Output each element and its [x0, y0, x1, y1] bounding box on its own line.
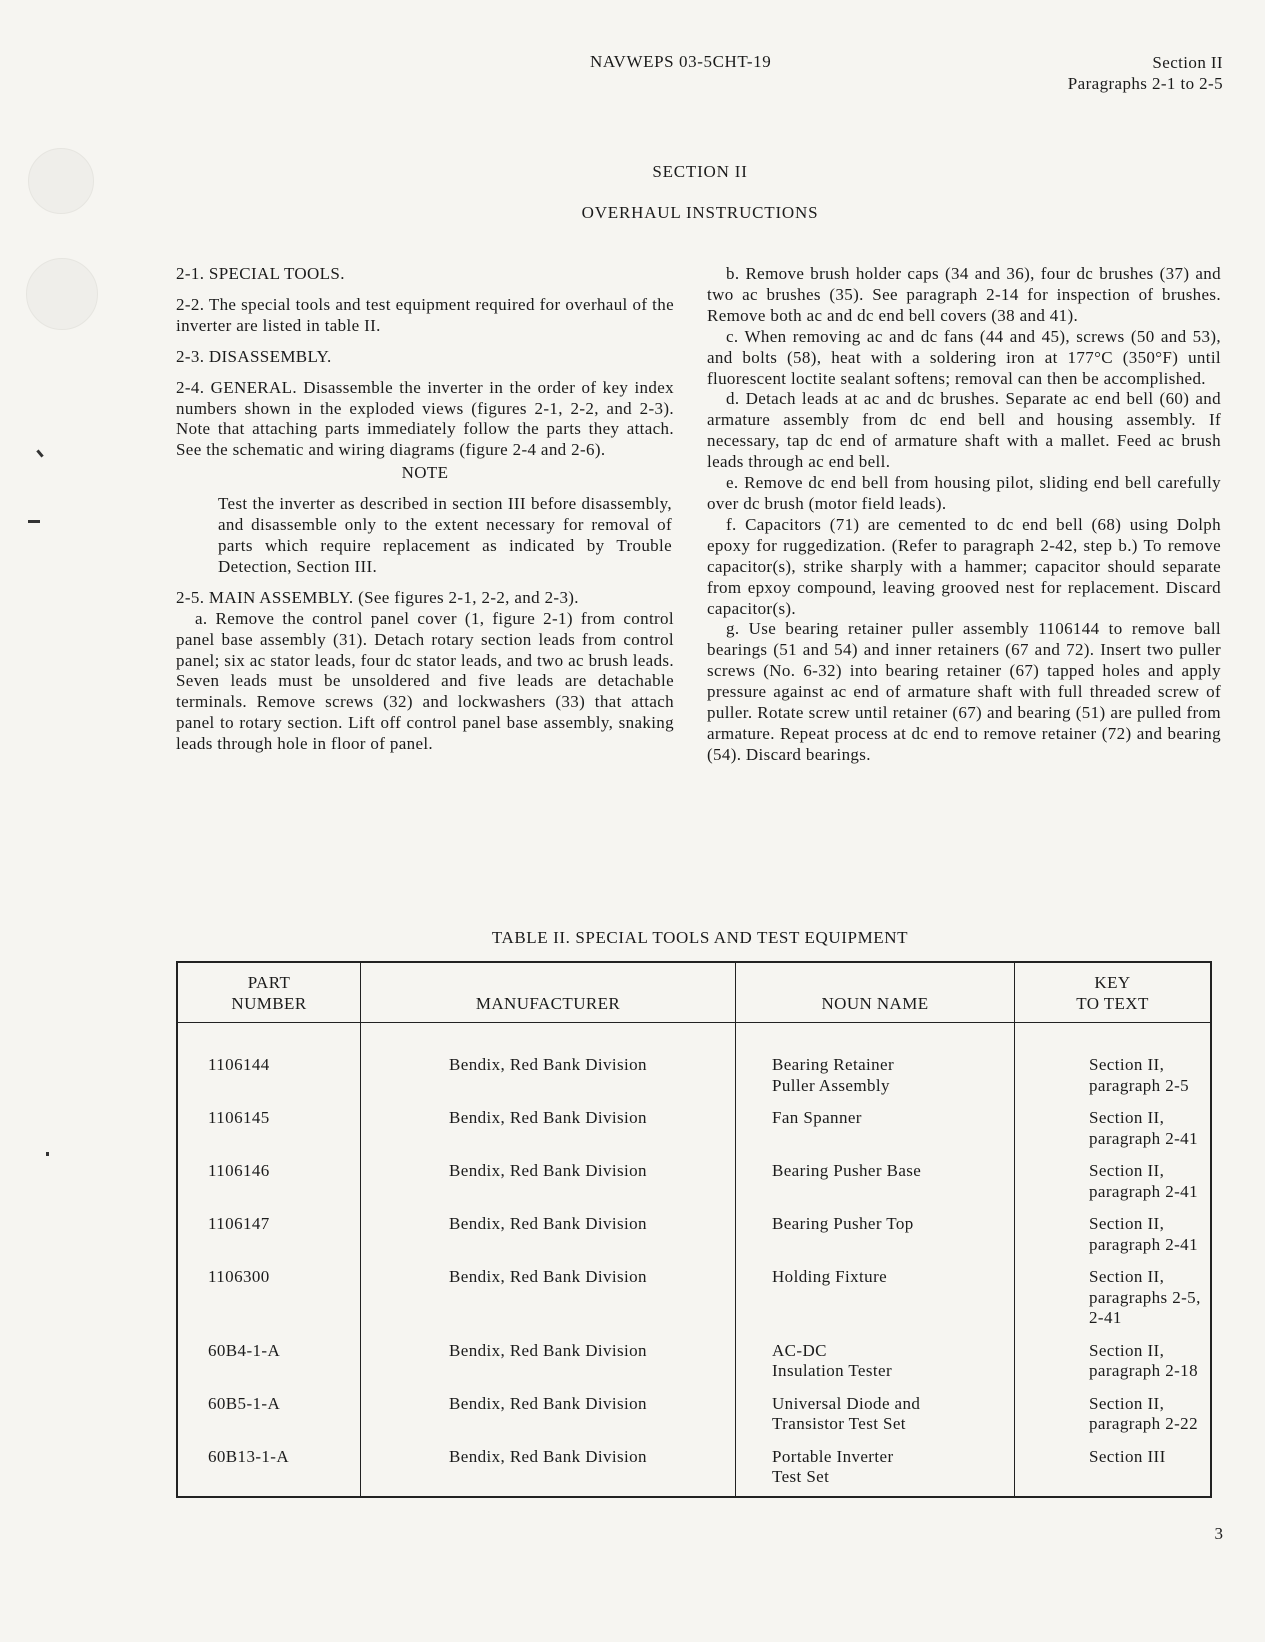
table-row [177, 1157, 1211, 1210]
cell-manufacturer: Bendix, Red Bank Division [361, 1023, 736, 1105]
scan-mark [36, 449, 43, 457]
header-noun-name: NOUN NAME [736, 962, 1015, 1023]
paragraph-2-5: 2-5. MAIN ASSEMBLY. (See figures 2-1, 2-2, and 2-3). [176, 587, 579, 607]
cell-manufacturer: Bendix, Red Bank Division [361, 1157, 736, 1210]
cell-manufacturer: Bendix, Red Bank Division [361, 1337, 736, 1390]
header-part-number: PART NUMBER [177, 962, 361, 1023]
cell-manufacturer: Bendix, Red Bank Division [361, 1104, 736, 1157]
cell-noun-name: Fan Spanner [736, 1104, 1015, 1157]
step-b: b. Remove brush holder caps (34 and 36), four dc brushes (37) and two ac brushes (35). See paragraph 2-14 for inspection of brushes. Remove both ac and dc end bell covers (38 and 41). [707, 264, 1221, 325]
cell-manufacturer: Bendix, Red Bank Division [361, 1210, 736, 1263]
note-text: Test the inverter as described in section III before disassembly, and disassemble only to the extent necessary for removal of parts which require replacement as indicated by Trouble Detection, Section III. [218, 494, 672, 576]
scan-mark [46, 1152, 49, 1156]
cell-noun-name: AC-DC Insulation Tester [736, 1337, 1015, 1390]
cell-key-to-text: Section III [1015, 1443, 1212, 1497]
cell-key-to-text: Section II, paragraph 2-41 [1015, 1210, 1212, 1263]
cell-noun-name: Universal Diode and Transistor Test Set [736, 1390, 1015, 1443]
table-row [177, 1210, 1211, 1263]
left-column [176, 264, 674, 755]
cell-part-number: 60B4-1-A [208, 1340, 281, 1360]
step-c: c. When removing ac and dc fans (44 and 45), screws (50 and 53), and bolts (58), heat with a soldering iron at 177°C (350°F) until fluorescent loctite sealant softens; removal can then be accomplished. [707, 326, 1221, 388]
cell-key-to-text: Section II, paragraph 2-5 [1015, 1023, 1212, 1105]
table-row [177, 1104, 1211, 1157]
cell-noun-name: Bearing Pusher Base [736, 1157, 1015, 1210]
page-number: 3 [1214, 1524, 1223, 1543]
step-a: a. Remove the control panel cover (1, figure 2-1) from control panel base assembly (31). Detach rotary section leads from control panel; six ac stator leads, four dc stator leads, and two ac brush leads. Seven leads must be unsoldered and five leads are detachable terminals. Remove screws (32) and lockwashers (33) that attach panel to rotary section. Lift off control panel base assembly, snaking leads through hole in floor of panel. [176, 608, 674, 754]
cell-noun-name: Bearing Pusher Top [736, 1210, 1015, 1263]
special-tools-table [176, 961, 1212, 1498]
section-subtitle: OVERHAUL INSTRUCTIONS [581, 203, 819, 222]
table-row [177, 1023, 1211, 1105]
cell-part-number: 1106147 [208, 1214, 270, 1233]
document-number: NAVWEPS 03-5CHT-19 [590, 52, 772, 71]
cell-part-number: 1106145 [208, 1108, 270, 1127]
cell-key-to-text: Section II, paragraph 2-41 [1015, 1104, 1212, 1157]
table-row [177, 1263, 1211, 1337]
paragraph-2-4: 2-4. GENERAL. Disassemble the inverter in the order of key index numbers shown in the exploded views (figures 2-1, 2-2, and 2-3). Note that attaching parts immediately follow the parts they attach. See the schematic and wiring diagrams (figure 2-4 and 2-6). [176, 377, 674, 460]
step-g: g. Use bearing retainer puller assembly 1106144 to remove ball bearings (51 and 54) and inner retainers (67 and 72). Insert two puller screws (No. 6-32) into bearing retainer (67) tapped holes and apply pressure against ac end of armature shaft with full threaded screw of puller. Rotate screw until retainer (67) and bearing (51) are pulled from armature. Repeat process at dc end to remove retainer (72) and bearing (54). Discard bearings. [707, 619, 1221, 764]
cell-key-to-text: Section II, paragraphs 2-5, 2-41 [1015, 1263, 1212, 1337]
cell-noun-name: Bearing Retainer Puller Assembly [736, 1023, 1015, 1105]
cell-manufacturer: Bendix, Red Bank Division [361, 1443, 736, 1497]
right-column [707, 264, 1221, 766]
cell-noun-name: Holding Fixture [736, 1263, 1015, 1337]
cell-manufacturer: Bendix, Red Bank Division [361, 1263, 736, 1337]
paragraph-2-2: 2-2. The special tools and test equipment required for overhaul of the inverter are listed in table II. [176, 294, 674, 335]
punch-hole [26, 258, 98, 330]
header-manufacturer: MANUFACTURER [361, 962, 736, 1023]
table-title: TABLE II. SPECIAL TOOLS AND TEST EQUIPMENT [491, 928, 909, 947]
step-e: e. Remove dc end bell from housing pilot, sliding end bell carefully over dc brush (motor field leads). [707, 473, 1221, 513]
scan-mark [28, 520, 40, 523]
cell-noun-name: Portable Inverter Test Set [736, 1443, 1015, 1497]
paragraph-2-3: 2-3. DISASSEMBLY. [176, 346, 332, 366]
cell-part-number: 60B5-1-A [208, 1393, 281, 1413]
table-row [177, 1390, 1211, 1443]
cell-part-number: 60B13-1-A [208, 1446, 290, 1466]
header-section: Section II [1152, 53, 1223, 72]
header-key-to-text: KEY TO TEXT [1015, 962, 1212, 1023]
header-section-info [1068, 52, 1223, 94]
cell-key-to-text: Section II, paragraph 2-41 [1015, 1157, 1212, 1210]
cell-key-to-text: Section II, paragraph 2-18 [1015, 1337, 1212, 1390]
cell-part-number: 1106300 [208, 1267, 270, 1286]
cell-manufacturer: Bendix, Red Bank Division [361, 1390, 736, 1443]
table-row [177, 1443, 1211, 1497]
step-d: d. Detach leads at ac and dc brushes. Separate ac end bell (60) and armature assembly from dc end bell and housing assembly. If necessary, tap dc end of armature shaft with a mallet. Feed ac brush leads through ac end bell. [707, 389, 1221, 472]
paragraph-2-1: 2-1. SPECIAL TOOLS. [176, 264, 345, 283]
header-paragraphs: Paragraphs 2-1 to 2-5 [1067, 74, 1223, 93]
cell-part-number: 1106146 [208, 1161, 270, 1180]
step-f: f. Capacitors (71) are cemented to dc end bell (68) using Dolph epoxy for ruggedization. (Refer to paragraph 2-42, step b.) To remove capacitor(s), strike sharply with a hammer; capacitor should separate from epxoy compound, leaving grooved nest for replacement. Discard capacitor(s). [707, 514, 1221, 618]
cell-part-number: 1106144 [208, 1055, 270, 1074]
table-row [177, 1337, 1211, 1390]
table-header-row [177, 962, 1211, 1023]
cell-key-to-text: Section II, paragraph 2-22 [1015, 1390, 1212, 1443]
note-heading: NOTE [401, 463, 449, 483]
section-title: SECTION II [652, 162, 748, 181]
